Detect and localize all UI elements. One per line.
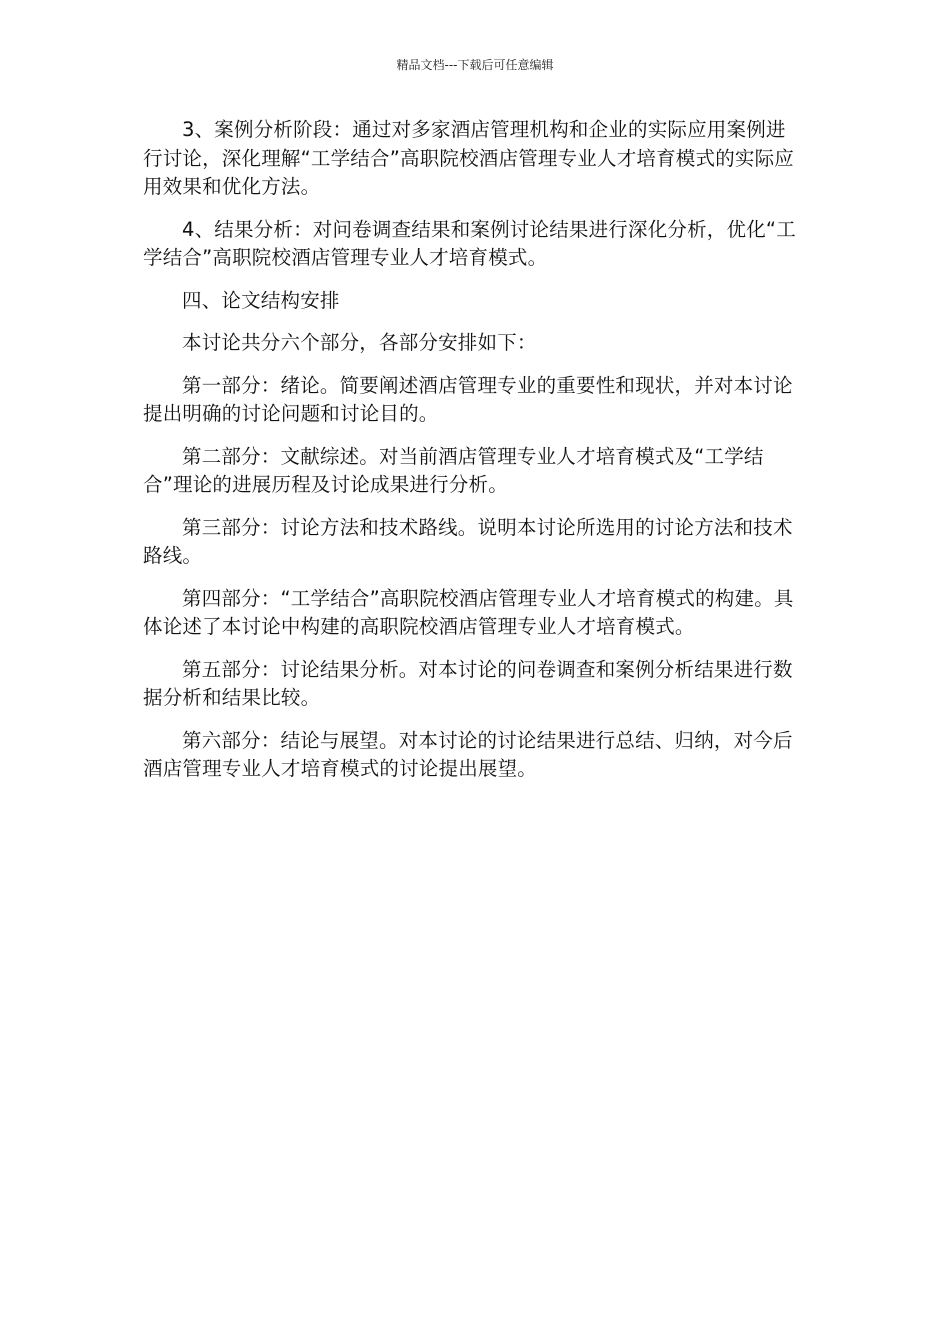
paragraph-part-six: 第六部分：结论与展望。对本讨论的讨论结果进行总结、归纳，对今后酒店管理专业人才培育模式的讨论提出展望。 [143, 728, 793, 780]
section-heading-structure: 四、论文结构安排 [182, 288, 340, 312]
paragraph-part-five: 第五部分：讨论结果分析。对本讨论的问卷调查和案例分析结果进行数据分析和结果比较。 [143, 657, 793, 709]
paragraph-part-two: 第二部分：文献综述。对当前酒店管理专业人才培育模式及“工学结合”理论的进展历程及讨论成果进行分析。 [143, 444, 764, 496]
paragraph-part-one: 第一部分：绪论。简要阐述酒店管理专业的重要性和现状，并对本讨论提出明确的讨论问题和讨论目的。 [143, 373, 793, 425]
paragraph-structure-intro: 本讨论共分六个部分，各部分安排如下： [182, 331, 537, 354]
document-body [143, 116, 805, 798]
paragraph-part-four: 第四部分：“工学结合”高职院校酒店管理专业人才培育模式的构建。具体论述了本讨论中构建的高职院校酒店管理专业人才培育模式。 [143, 586, 794, 638]
paragraph-part-three: 第三部分：讨论方法和技术路线。说明本讨论所选用的讨论方法和技术路线。 [143, 515, 793, 567]
paragraph-result-analysis: 4、结果分析：对问卷调查结果和案例讨论结果进行深化分析，优化“工学结合”高职院校酒店管理专业人才培育模式。 [143, 217, 796, 269]
page-header: 精品文档---下载后可任意编辑 [396, 58, 554, 72]
paragraph-case-analysis-stage: 3、案例分析阶段：通过对多家酒店管理机构和企业的实际应用案例进行讨论，深化理解“工学结合”高职院校酒店管理专业人才培育模式的实际应用效果和优化方法。 [143, 118, 795, 198]
